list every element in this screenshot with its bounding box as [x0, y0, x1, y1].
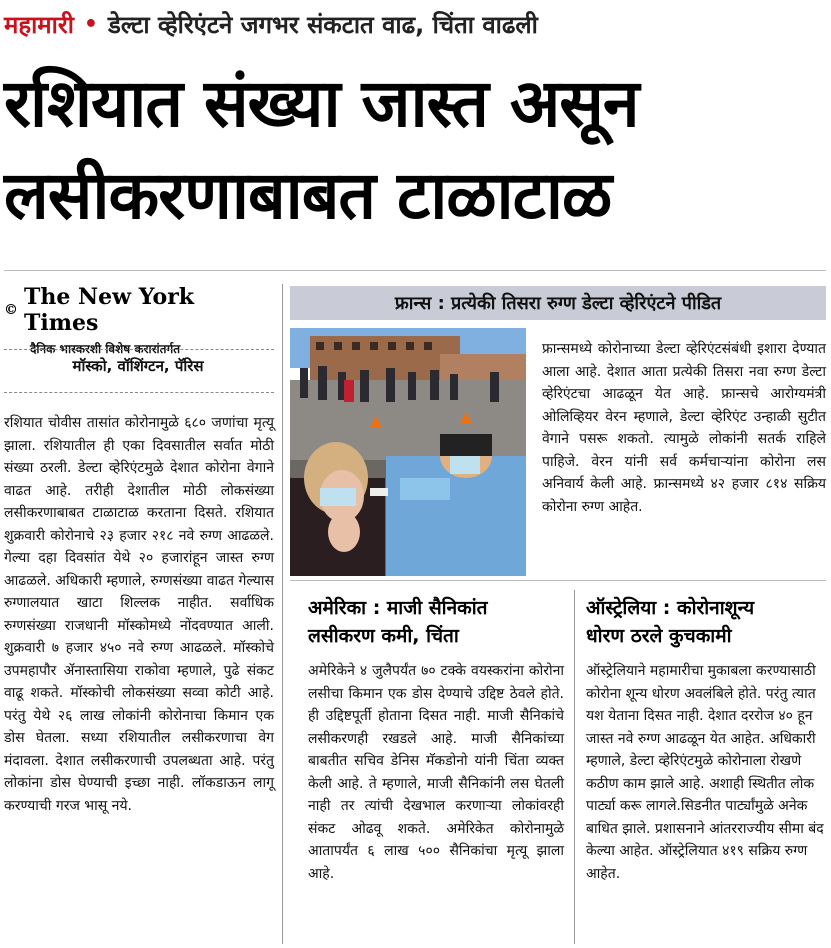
headline-line-2: लसीकरणाबाबत टाळाटाळ	[4, 157, 612, 234]
copyright-icon: ©	[4, 302, 18, 318]
australia-heading-line-2: धोरण ठरले कुचकामी	[586, 625, 732, 647]
usa-heading-line-2: लसीकरण कमी, चिंता	[308, 625, 459, 647]
column-divider	[282, 284, 283, 944]
source-credit	[4, 284, 268, 356]
australia-heading-line-1: ऑस्ट्रेलिया : कोरोनाशून्य	[586, 597, 755, 619]
bullet: •	[83, 11, 98, 37]
dashed-divider	[4, 392, 274, 393]
usa-heading-line-1: अमेरिका : माजी सैनिकांत	[308, 597, 488, 619]
kicker-line	[4, 4, 826, 44]
usa-story-heading	[308, 594, 548, 650]
australia-story-heading	[586, 594, 826, 650]
usa-story-body: अमेरिकेने ४ जुलैपर्यंत ७० टक्के वयस्करांना कोरोना लसीचा किमान एक डोस देण्याचे उद्दिष्ट ठेवले होते. ही उद्दिष्टपूर्ती होताना दिसत नाही. माजी सैनिकांचे लसीकरणही रखडले आहे. माजी सैनिकांच्या बाबतीत सचिव डेनिस मॅकडोनो यांनी चिंता व्यक्त केली आहे. ते म्हणाले, माजी सैनिकांनी लस घेतली नाही तर त्यांची देखभाल करणाऱ्या लोकांवरही संकट ओढवू शकते. अमेरिकेत कोरोनामुळे आतापर्यंत ६ लाख ५०० सैनिकांचा मृत्यू झाला आहे.	[308, 663, 564, 882]
news-photo	[290, 328, 526, 576]
main-story-body: रशियात चोवीस तासांत कोरोनामुळे ६८० जणांचा मृत्यू झाला. रशियातील ही एका दिवसातील सर्वात मोठी संख्या ठरली. डेल्टा व्हेरिएंटमुळे देशात कोरोना वेगाने वाढत आहे. तरीही देशातील मोठी लोकसंख्या लसीकरणाबाबत टाळाटाळ करताना दिसते. रशियात शुक्रवारी कोरोनाचे २३ हजार २१८ नवे रुग्ण आढळले. गेल्या दहा दिवसांत येथे २० हजारांहून जास्त रुग्ण आढळले. अधिकारी म्हणाले, रुग्णसंख्या वाढत गेल्यास रुग्णालयात खाटा शिल्लक नाहीत. सर्वाधिक रुग्णसंख्या राजधानी मॉस्कोमध्ये नोंदवण्यात आली. शुक्रवारी ७ हजार ४५० नवे रुग्ण आढळले. मॉस्कोचे उपमहापौर ॲनास्तासिया राकोवा म्हणाले, पुढे संकट वाढू शकते. मॉस्कोची लोकसंख्या सव्वा कोटी आहे. परंतु येथे २६ लाख लोकांनी कोरोनाचा किमान एक डोस घेतला. सध्या रशियातील लसीकरणाचा वेग मंदावला. देशात लसीकरणाची उपलब्धता आहे. परंतु लोकांना डोस घेण्याची इच्छा नाही. लॉकडाऊन लागू करण्याची गरज भासू नये.	[4, 415, 274, 814]
headline	[4, 58, 826, 242]
headline-line-1: रशियात संख्या जास्त असून	[4, 65, 639, 142]
france-banner: फ्रान्स : प्रत्येकी तिसरा रुग्ण डेल्टा व्हेरिएंटने पीडित	[290, 286, 826, 320]
divider	[4, 270, 826, 271]
partnership-tagline: दैनिक भास्करशी विशेष करारांतर्गत	[30, 342, 181, 356]
australia-story-body: ऑस्ट्रेलियाने महामारीचा मुकाबला करण्यासाठी कोरोना शून्य धोरण अवलंबिले होते. परंतु त्यात यश येताना दिसत नाही. देशात दररोज ४० हून जास्त नवे रुग्ण आढळून येत आहेत. अधिकारी म्हणाले, डेल्टा व्हेरिएंटमुळे कोरोनाला रोखणे कठीण काम झाले आहे. अशाही स्थितीत लोक पार्ट्या करू लागले.सिडनीत पार्ट्यांमुळे अनेक बाधित झाले. प्रशासनाने आंतरराज्यीय सीमा बंद केल्या आहेत. ऑस्ट्रेलियात ४१९ सक्रिय रुग्ण आहेत.	[586, 663, 824, 882]
dateline: मॉस्को, वॉशिंग्टन, पॅरिस	[72, 357, 204, 375]
dashed-divider	[4, 349, 274, 350]
vaccination-photo-illustration	[290, 328, 526, 576]
section-divider	[290, 580, 826, 581]
kicker-subtitle: डेल्टा व्हेरिएंटने जगभर संकटात वाढ, चिंता वाढली	[107, 10, 538, 39]
france-story-body: फ्रान्समध्ये कोरोनाच्या डेल्टा व्हेरिएंटसंबंधी इशारा देण्यात आला आहे. देशात आता प्रत्येकी तिसरा नवा रुग्ण डेल्टा व्हेरिएंटचा आढळून येत आहे. फ्रान्सचे आरोग्यमंत्री ओलिव्हियर वेरन म्हणाले, डेल्टा व्हेरिएंट उन्हाळी सुटीत वेगाने पसरू शकतो. त्यामुळे लोकांनी सतर्क राहिले पाहिजे. वेरन यांनी सर्व कर्मचाऱ्यांना कोरोना लस अनिवार्य केली आहे. फ्रान्समध्ये ४२ हजार ८१४ सक्रिय कोरोना रुग्ण आहेत.	[542, 341, 826, 515]
section-label: महामारी	[4, 10, 74, 39]
nyt-logo	[4, 284, 268, 336]
publication-name: The New York Times	[24, 284, 195, 336]
column-divider	[574, 590, 575, 944]
